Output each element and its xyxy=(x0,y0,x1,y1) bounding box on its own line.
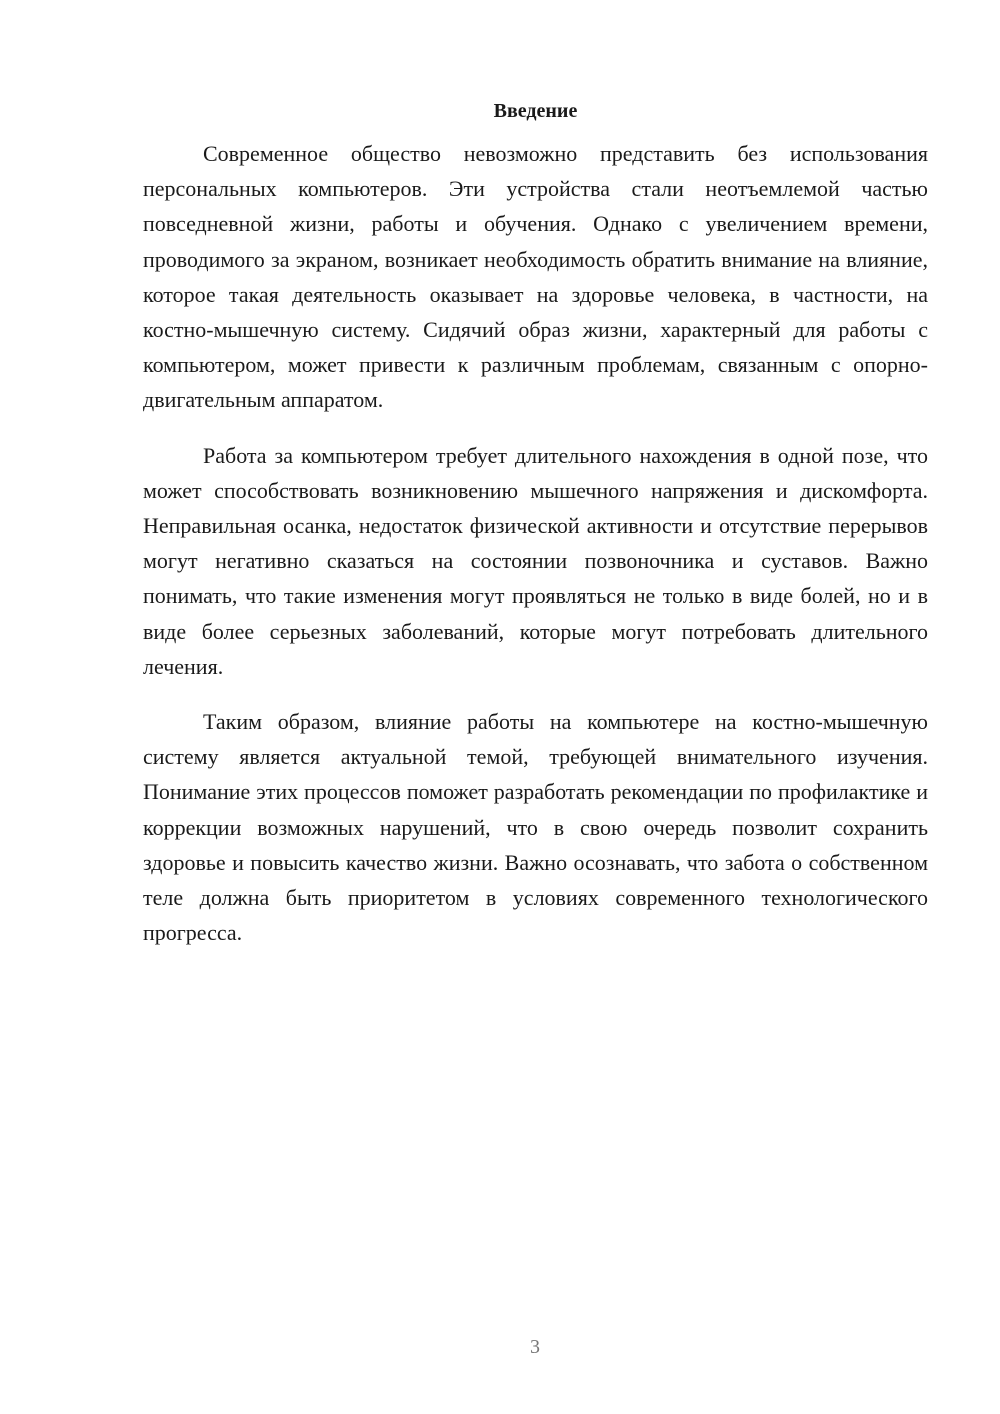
page-number: 3 xyxy=(530,1336,540,1358)
paragraph-1: Современное общество невозможно представить без использования персональных компьютеров. Эти устройства стали неотъемлемой частью повседневной жизни, работы и обучения. Однако с увеличением времени, проводимого за экраном, возникает необходимость обратить внимание на влияние, которое такая деятельность оказывает на здоровье человека, в частности, на костно-мышечную систему. Сидячий образ жизни, характерный для работы с компьютером, может привести к различным проблемам, связанным с опорно-двигательным аппаратом. xyxy=(143,141,928,413)
page-content xyxy=(143,96,928,970)
paragraph-3: Таким образом, влияние работы на компьютере на костно-мышечную систему является актуальной темой, требующей внимательного изучения. Понимание этих процессов поможет разработать рекомендации по профилактике и коррекции возможных нарушений, что в свою очередь позволит сохранить здоровье и повысить качество жизни. Важно осознавать, что забота о собственном теле должна быть приоритетом в условиях современного технологического прогресса. xyxy=(143,709,928,946)
section-title: Введение xyxy=(493,100,578,122)
paragraph-2: Работа за компьютером требует длительного нахождения в одной позе, что может способствовать возникновению мышечного напряжения и дискомфорта. Неправильная осанка, недостаток физической активности и отсутствие перерывов могут негативно сказаться на состоянии позвоночника и суставов. Важно понимать, что такие изменения могут проявляться не только в виде болей, но и в виде более серьезных заболеваний, которые могут потребовать длительного лечения. xyxy=(143,442,928,679)
